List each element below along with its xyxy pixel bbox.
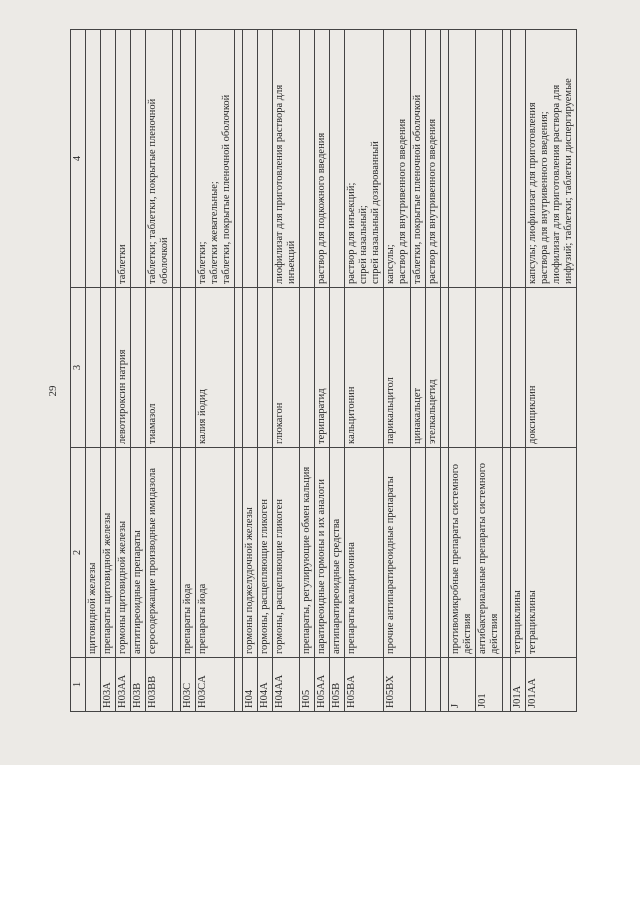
dosage-form-cell: таблетки; таблетки, покрытые пленочной оболочкой [146, 30, 173, 288]
atc-code-cell: H05B [330, 658, 345, 712]
column-header: 2 [71, 448, 86, 658]
atc-code-cell [235, 658, 243, 712]
drug-table [70, 29, 577, 712]
atc-code-cell [86, 658, 101, 712]
dosage-form-cell [476, 30, 503, 288]
atc-code-cell [426, 658, 441, 712]
drug-name-cell [330, 288, 345, 448]
table-row [503, 30, 511, 712]
atc-code-cell: H03BB [146, 658, 173, 712]
table-row [181, 30, 196, 712]
table-row [300, 30, 315, 712]
atc-code-cell: H05BA [345, 658, 384, 712]
rotated-table-wrapper [70, 30, 590, 712]
drug-name-cell [476, 288, 503, 448]
group-name-cell: прочие антипаратиреоидные препараты [384, 448, 411, 658]
atc-code-cell: H03C [181, 658, 196, 712]
group-name-cell: препараты йода [196, 448, 235, 658]
group-name-cell: препараты, регулирующие обмен кальция [300, 448, 315, 658]
page-number: 29 [47, 385, 59, 397]
dosage-form-cell: раствор для инъекций; спрей назальный; спрей назальный дозированный [345, 30, 384, 288]
atc-code-cell [173, 658, 181, 712]
table-row [273, 30, 300, 712]
table-row [315, 30, 330, 712]
drug-name-cell: терипаратид [315, 288, 330, 448]
dosage-form-cell [181, 30, 196, 288]
group-name-cell: антитиреоидные препараты [131, 448, 146, 658]
atc-code-cell: J01A [511, 658, 526, 712]
group-name-cell: паратиреоидные гормоны и их аналоги [315, 448, 330, 658]
group-name-cell: гормоны щитовидной железы [116, 448, 131, 658]
drug-name-cell [511, 288, 526, 448]
table-row [101, 30, 116, 712]
dosage-form-cell [86, 30, 101, 288]
dosage-form-cell: раствор для внутривенного введения [426, 30, 441, 288]
atc-code-cell: J [449, 658, 476, 712]
table-row [449, 30, 476, 712]
drug-name-cell: левотироксин натрия [116, 288, 131, 448]
group-name-cell: тетрациклины [526, 448, 577, 658]
dosage-form-cell [449, 30, 476, 288]
dosage-form-cell: капсулы; раствор для внутривенного введения [384, 30, 411, 288]
column-header: 3 [71, 288, 86, 448]
group-name-cell: антибактериальные препараты системного действия [476, 448, 503, 658]
drug-name-cell: глюкагон [273, 288, 300, 448]
column-header: 1 [71, 658, 86, 712]
table-row [426, 30, 441, 712]
dosage-form-cell [258, 30, 273, 288]
atc-code-cell: H03A [101, 658, 116, 712]
group-name-cell: щитовидной железы [86, 448, 101, 658]
atc-code-cell: J01AA [526, 658, 577, 712]
group-name-cell: препараты щитовидной железы [101, 448, 116, 658]
group-name-cell [411, 448, 426, 658]
table-body [86, 30, 577, 712]
atc-code-cell: H03AA [116, 658, 131, 712]
table-row [116, 30, 131, 712]
group-name-cell [235, 448, 243, 658]
table-row [86, 30, 101, 712]
table-row [243, 30, 258, 712]
table-row [146, 30, 173, 712]
drug-name-cell [101, 288, 116, 448]
drug-name-cell [449, 288, 476, 448]
header-row [71, 30, 86, 712]
drug-name-cell [181, 288, 196, 448]
atc-code-cell: H05 [300, 658, 315, 712]
atc-code-cell: H05AA [315, 658, 330, 712]
dosage-form-cell: таблетки, покрытые пленочной оболочкой [411, 30, 426, 288]
group-name-cell: препараты кальцитонина [345, 448, 384, 658]
table-row [384, 30, 411, 712]
dosage-form-cell: таблетки; таблетки жевательные; таблетки, покрытые пленочной оболочкой [196, 30, 235, 288]
dosage-form-cell: таблетки [116, 30, 131, 288]
table-row [511, 30, 526, 712]
group-name-cell: гормоны поджелудочной железы [243, 448, 258, 658]
group-name-cell: антипаратиреоидные средства [330, 448, 345, 658]
dosage-form-cell [131, 30, 146, 288]
atc-code-cell [411, 658, 426, 712]
dosage-form-cell [235, 30, 243, 288]
atc-code-cell: H03B [131, 658, 146, 712]
drug-name-cell [243, 288, 258, 448]
atc-code-cell: H03CA [196, 658, 235, 712]
dosage-form-cell [441, 30, 449, 288]
table-row [476, 30, 503, 712]
dosage-form-cell: капсулы; лиофилизат для приготовления раствора для внутривенного введения; лиофилизат для приготовления раствора для инфузий; таблетки; таблетки диспергируемые [526, 30, 577, 288]
group-name-cell [503, 448, 511, 658]
drug-name-cell [258, 288, 273, 448]
group-name-cell [426, 448, 441, 658]
atc-code-cell: H04 [243, 658, 258, 712]
group-name-cell: гормоны, расщепляющие гликоген [258, 448, 273, 658]
drug-name-cell [300, 288, 315, 448]
drug-name-cell [173, 288, 181, 448]
dosage-form-cell [330, 30, 345, 288]
dosage-form-cell [503, 30, 511, 288]
dosage-form-cell [300, 30, 315, 288]
dosage-form-cell: раствор для подкожного введения [315, 30, 330, 288]
group-name-cell: противомикробные препараты системного действия [449, 448, 476, 658]
table-row [258, 30, 273, 712]
group-name-cell: серосодержащие производные имидазола [146, 448, 173, 658]
table-row [345, 30, 384, 712]
drug-name-cell: тиамазол [146, 288, 173, 448]
drug-name-cell: этелкальцетид [426, 288, 441, 448]
drug-name-cell [235, 288, 243, 448]
table-row [173, 30, 181, 712]
dosage-form-cell: лиофилизат для приготовления раствора для инъекций [273, 30, 300, 288]
dosage-form-cell [173, 30, 181, 288]
table-row [196, 30, 235, 712]
table-row [441, 30, 449, 712]
group-name-cell: препараты йода [181, 448, 196, 658]
dosage-form-cell [243, 30, 258, 288]
atc-code-cell [441, 658, 449, 712]
atc-code-cell [503, 658, 511, 712]
dosage-form-cell [511, 30, 526, 288]
dosage-form-cell [101, 30, 116, 288]
drug-name-cell [441, 288, 449, 448]
drug-name-cell [86, 288, 101, 448]
drug-name-cell [503, 288, 511, 448]
drug-name-cell [131, 288, 146, 448]
drug-name-cell: кальцитонин [345, 288, 384, 448]
table-row [330, 30, 345, 712]
atc-code-cell: H04A [258, 658, 273, 712]
atc-code-cell: J01 [476, 658, 503, 712]
drug-name-cell: цинакальцет [411, 288, 426, 448]
table-row [235, 30, 243, 712]
drug-name-cell: калия йодид [196, 288, 235, 448]
table-row [526, 30, 577, 712]
table-row [131, 30, 146, 712]
group-name-cell [441, 448, 449, 658]
table-row [411, 30, 426, 712]
group-name-cell: гормоны, расщепляющие гликоген [273, 448, 300, 658]
atc-code-cell: H04AA [273, 658, 300, 712]
atc-code-cell: H05BX [384, 658, 411, 712]
group-name-cell [173, 448, 181, 658]
drug-name-cell: доксициклин [526, 288, 577, 448]
drug-name-cell: парикальцитол [384, 288, 411, 448]
group-name-cell: тетрациклины [511, 448, 526, 658]
column-header: 4 [71, 30, 86, 288]
